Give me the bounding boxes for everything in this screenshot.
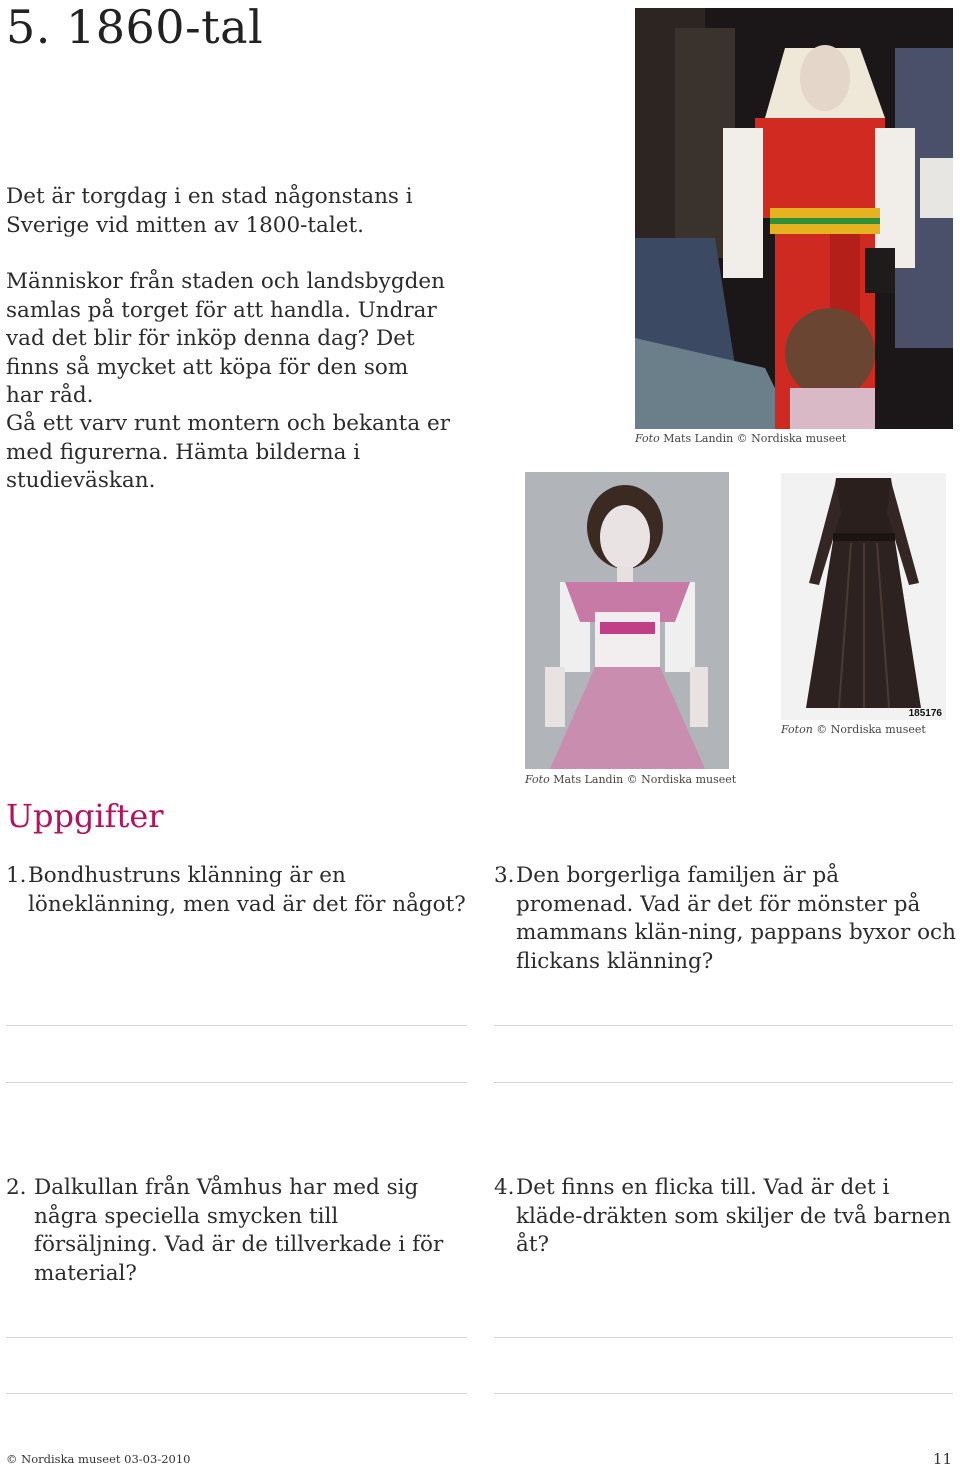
page-title: 5. 1860-tal [6,0,264,54]
intro-paragraph-2: Människor från staden och landsbygden samlas på torget för att handla. Undrar vad det blir för inköp denna dag? Det finns så mycket att köpa för den som har råd. [6,269,445,408]
answer-line-q2-a[interactable] [6,1337,467,1338]
question-2-text: Dalkullan från Våmhus har med sig några speciella smycken till försäljning. Vad är de tillverkade i för material? [34,1175,444,1286]
photo-caption-3: Foton © Nordiska museet [781,723,926,736]
dark-dress-illustration [781,473,946,720]
photo-peasant-woman [635,8,953,429]
question-1 [6,862,468,919]
question-2-number: 2. [6,1175,27,1200]
answer-line-q2-b[interactable] [6,1393,467,1394]
question-2 [6,1174,468,1288]
peasant-woman-illustration [635,8,953,429]
answer-line-q1-a[interactable] [6,1025,467,1026]
question-4 [494,1174,956,1260]
photo-dark-dress [781,473,946,720]
question-4-number: 4. [494,1175,515,1200]
tasks-heading: Uppgifter [6,797,164,835]
page-number: 11 [932,1450,952,1468]
question-1-text: Bondhustruns klänning är en löneklänning, men vad är det för något? [28,863,466,917]
question-3 [494,862,956,976]
answer-line-q1-b[interactable] [6,1082,467,1083]
question-3-text: Den borgerliga familjen är på promenad. Vad är det för mönster på mammans klän-ning, pappans byxor och flickans klänning? [516,863,956,974]
intro-paragraph-1: Det är torgdag i en stad någonstans i Sverige vid mitten av 1800-talet. [6,184,413,238]
question-4-text: Det finns en flicka till. Vad är det i kläde-dräkten som skiljer de två barnen åt? [516,1175,951,1257]
intro-paragraph-3: Gå ett varv runt montern och bekanta er med figurerna. Hämta bilderna i studieväskan. [6,411,450,493]
photo-caption-2: Foto Mats Landin © Nordiska museet [525,773,737,786]
answer-line-q4-b[interactable] [494,1393,953,1394]
answer-line-q3-a[interactable] [494,1025,953,1026]
answer-line-q4-a[interactable] [494,1337,953,1338]
question-1-number: 1. [6,863,27,888]
footer-copyright: © Nordiska museet 03-03-2010 [6,1452,191,1466]
girl-doll-illustration [525,472,729,769]
answer-line-q3-b[interactable] [494,1082,953,1083]
question-3-number: 3. [494,863,515,888]
photo-girl-doll [525,472,729,769]
photo-caption-1: Foto Mats Landin © Nordiska museet [635,432,847,445]
inventory-number-label: 185176 [908,708,942,719]
